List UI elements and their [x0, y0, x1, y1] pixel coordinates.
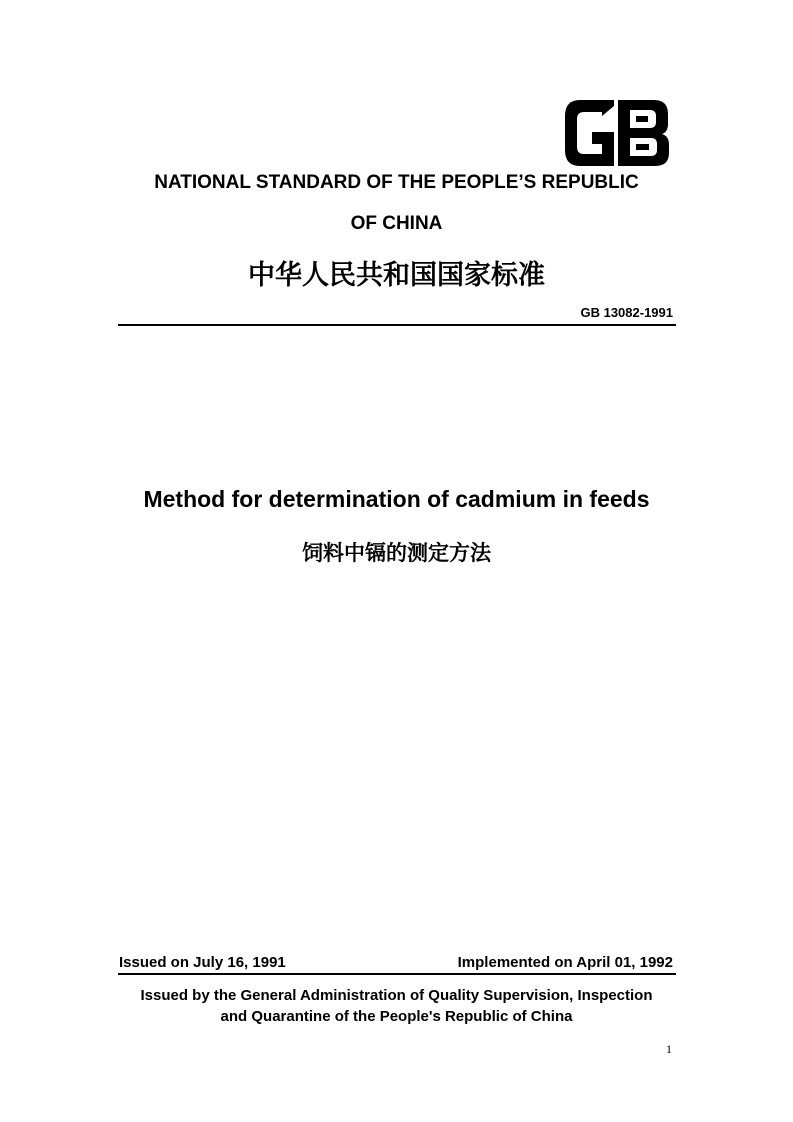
gb-logo-b [618, 100, 669, 166]
issuer-line-2: and Quarantine of the People's Republic of China [220, 1008, 573, 1025]
standard-title-line2: OF CHINA [350, 213, 443, 234]
page-number: 1 [666, 1042, 672, 1056]
standard-number: GB 13082-1991 [580, 305, 673, 320]
issuing-authority [100, 985, 693, 1027]
footer-divider [118, 973, 676, 975]
standard-title-chinese: 中华人民共和国国家标准 [248, 260, 545, 291]
issued-date: Issued on July 16, 1991 [119, 954, 286, 971]
issuer-line-1: Issued by the General Administration of Quality Supervision, Inspection [140, 987, 653, 1004]
standard-title-line1: NATIONAL STANDARD OF THE PEOPLE’S REPUBLIC [154, 172, 639, 193]
document-title-chinese: 饲料中镉的测定方法 [302, 541, 491, 565]
document-title: Method for determination of cadmium in feeds [143, 486, 650, 512]
implemented-date: Implemented on April 01, 1992 [457, 954, 673, 971]
gb-logo-g [565, 100, 614, 166]
header-divider [118, 324, 676, 326]
gb-logo [562, 98, 672, 168]
